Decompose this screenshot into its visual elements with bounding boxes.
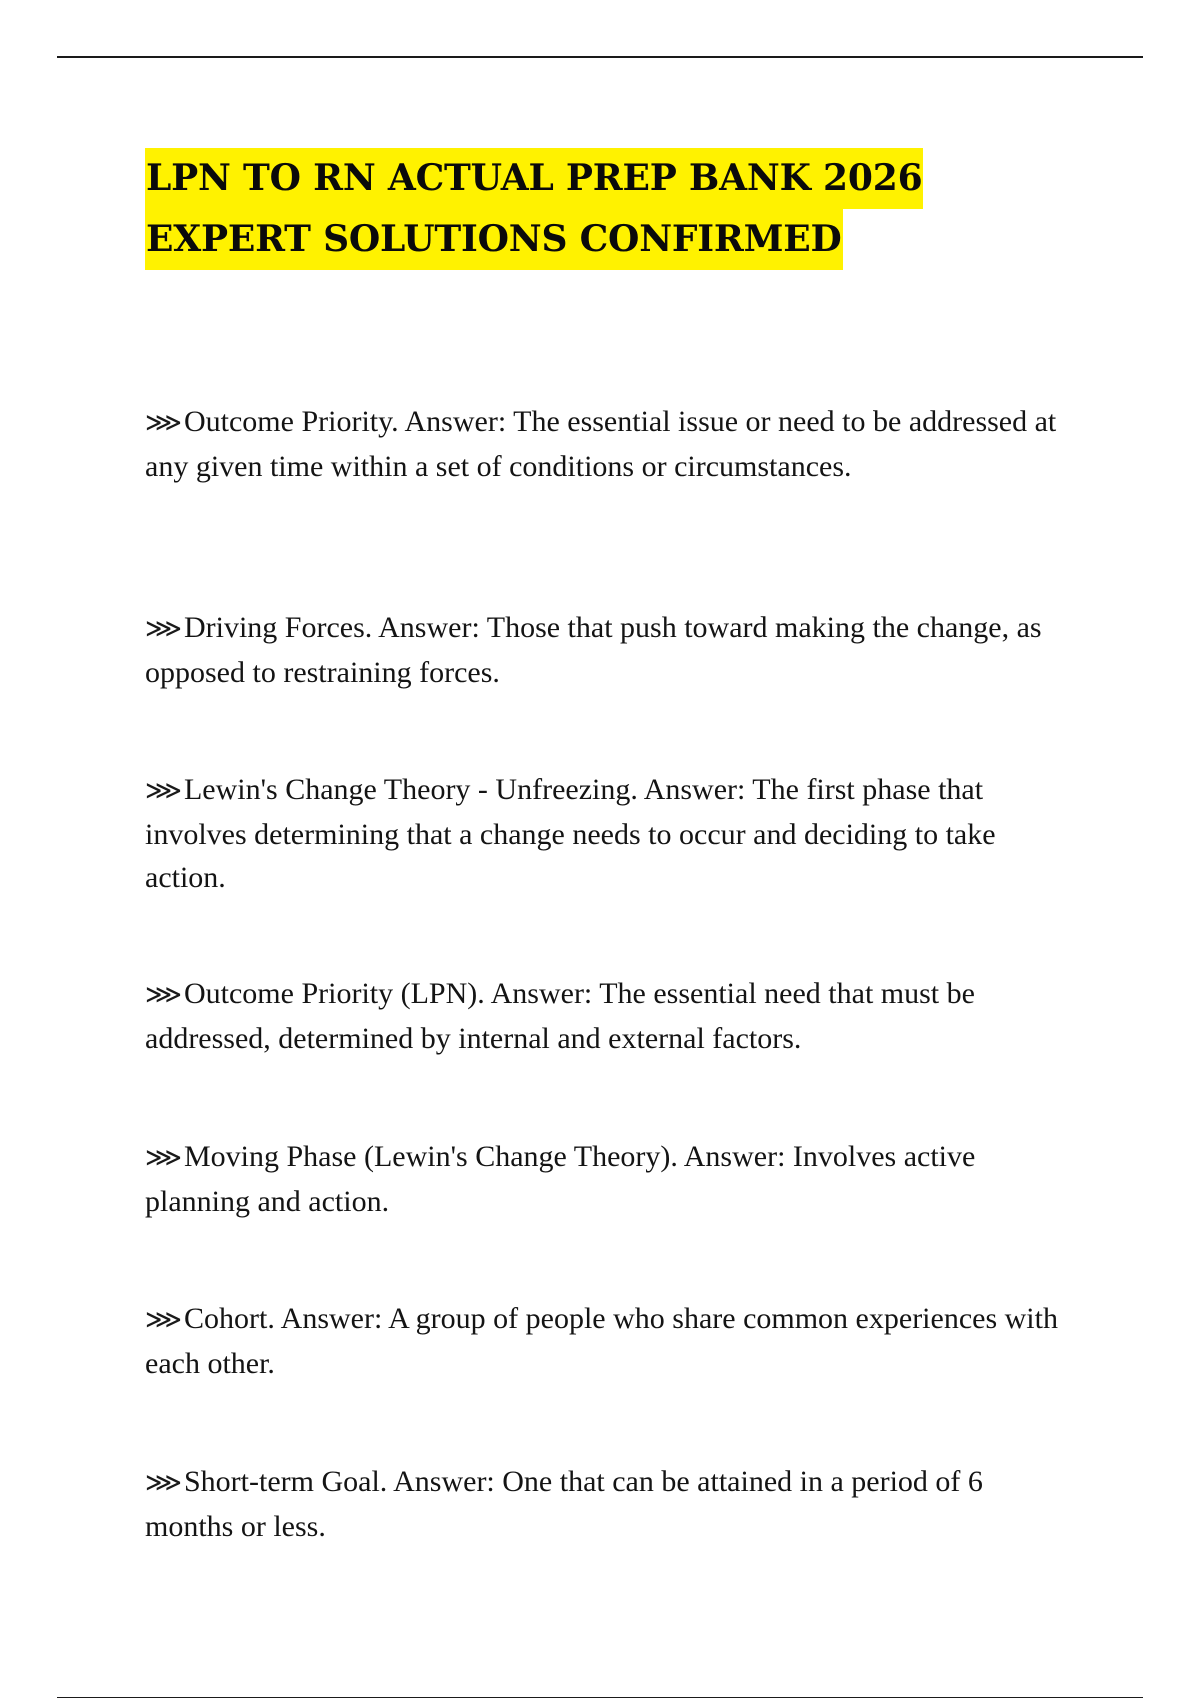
document-title <box>145 148 1085 270</box>
arrow-bullet-icon: ⋙ <box>145 614 178 644</box>
qa-item-unfreezing <box>145 768 1075 899</box>
arrow-bullet-icon: ⋙ <box>145 1468 178 1498</box>
qa-item-text: Moving Phase (Lewin's Change Theory). Answer: Involves active planning and action. <box>145 1140 976 1218</box>
bottom-divider <box>57 1697 1143 1698</box>
title-line-1: LPN TO RN ACTUAL PREP BANK 2026 <box>145 148 923 209</box>
qa-item-text: Driving Forces. Answer: Those that push toward making the change, as opposed to restraining forces. <box>145 611 1042 689</box>
qa-item-outcome-priority-lpn <box>145 972 1075 1060</box>
qa-item-text: Lewin's Change Theory - Unfreezing. Answer: The first phase that involves determining that a change needs to occur and deciding to take action. <box>145 773 996 894</box>
qa-item-moving-phase <box>145 1135 1075 1223</box>
top-divider <box>57 56 1143 58</box>
qa-item-text: Cohort. Answer: A group of people who share common experiences with each other. <box>145 1302 1058 1380</box>
arrow-bullet-icon: ⋙ <box>145 408 178 438</box>
qa-item-text: Short-term Goal. Answer: One that can be attained in a period of 6 months or less. <box>145 1465 983 1543</box>
arrow-bullet-icon: ⋙ <box>145 980 178 1010</box>
qa-item-text: Outcome Priority (LPN). Answer: The essential need that must be addressed, determined by internal and external factors. <box>145 977 975 1055</box>
qa-item-short-term-goal <box>145 1460 1075 1548</box>
qa-item-driving-forces <box>145 606 1075 694</box>
arrow-bullet-icon: ⋙ <box>145 1143 178 1173</box>
qa-item-cohort <box>145 1297 1075 1385</box>
qa-item-text: Outcome Priority. Answer: The essential issue or need to be addressed at any given time within a set of conditions or circumstances. <box>145 405 1057 483</box>
title-line-2: EXPERT SOLUTIONS CONFIRMED <box>145 209 843 270</box>
arrow-bullet-icon: ⋙ <box>145 776 178 806</box>
arrow-bullet-icon: ⋙ <box>145 1305 178 1335</box>
qa-item-outcome-priority <box>145 400 1075 488</box>
